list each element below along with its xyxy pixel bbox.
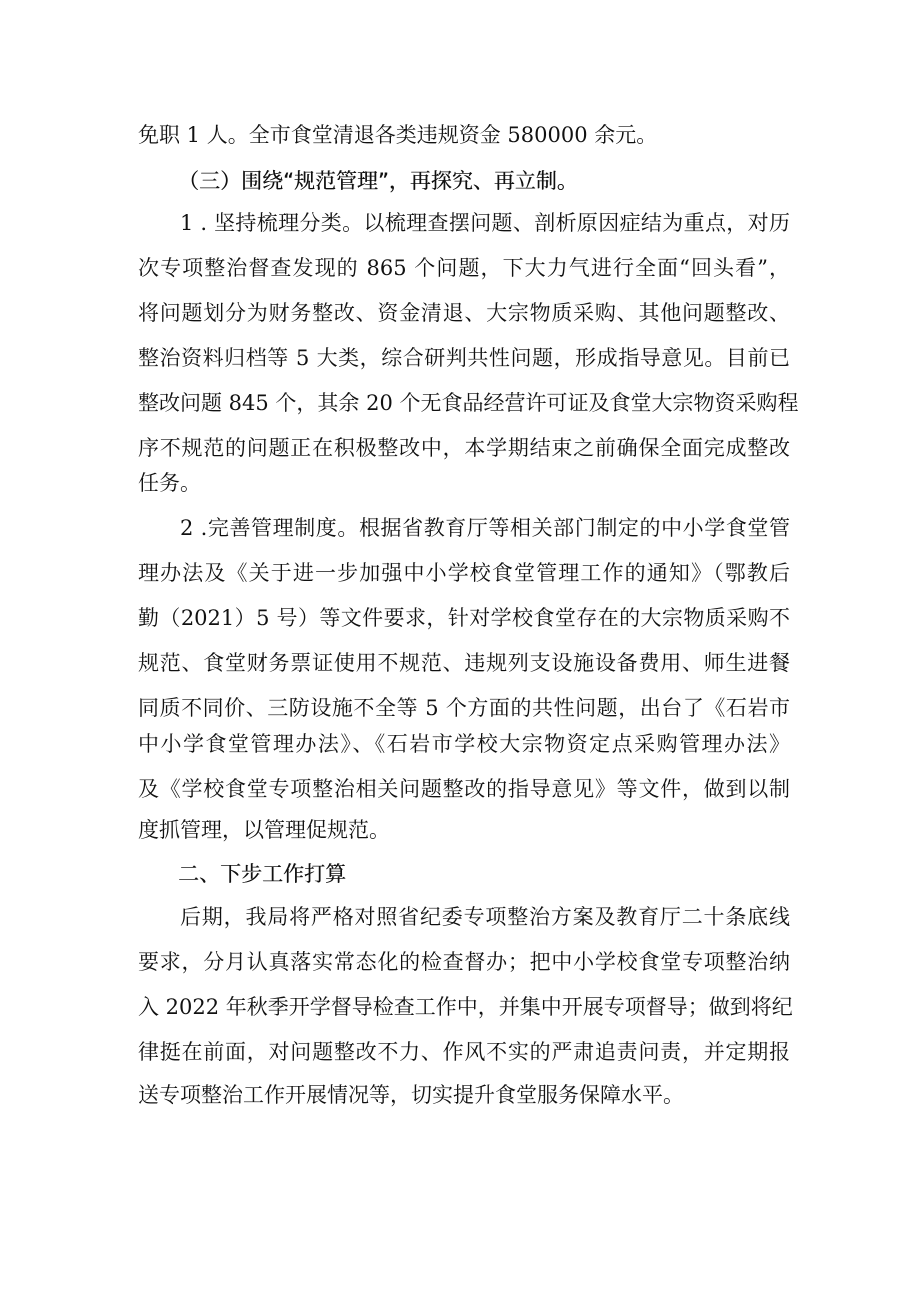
next-steps-line: 送专项整治工作开展情况等，切实提升食堂服务保障水平。 [138, 1083, 684, 1107]
next-steps-line: 后期，我局将严格对照省纪委专项整治方案及教育厅二十条底线 [180, 905, 790, 929]
item2-line: 中小学食堂管理办法》、《石岩市学校大宗物资定点采购管理办法》 [138, 732, 790, 756]
item2-line: 2 .完善管理制度。根据省教育厅等相关部门制定的中小学食堂管 [180, 516, 790, 540]
item2-line: 理办法及《关于进一步加强中小学校食堂管理工作的通知》（鄂教后 [138, 561, 790, 585]
intro-line: 免职 1 人。全市食堂清退各类违规资金 580000 余元。 [138, 123, 658, 147]
item2-line: 勤（2021）5 号）等文件要求，针对学校食堂存在的大宗物质采购不 [138, 606, 790, 630]
item1-line: 整治资料归档等 5 大类，综合研判共性问题，形成指导意见。目前已 [138, 346, 790, 370]
item2-line: 规范、食堂财务票证使用不规范、违规列支设施设备费用、师生进餐 [138, 651, 790, 675]
item1-line: 整改问题 845 个，其余 20 个无食品经营许可证及食堂大宗物资采购程 [138, 391, 799, 415]
item2-line: 及《学校食堂专项整治相关问题整改的指导意见》等文件，做到以制 [138, 777, 790, 801]
next-steps-line: 入 2022 年秋季开学督导检查工作中，并集中开展专项督导；做到将纪 [138, 995, 793, 1019]
next-steps-line: 律挺在前面，对问题整改不力、作风不实的严肃追责问责，并定期报 [138, 1040, 790, 1064]
subheading-standardized-management: （三）围绕“规范管理”，再探究、再立制。 [178, 169, 578, 193]
item1-line: 将问题划分为财务整改、资金清退、大宗物质采购、其他问题整改、 [138, 301, 790, 325]
item2-line: 度抓管理，以管理促规范。 [138, 818, 390, 842]
item1-line: 序不规范的问题正在积极整改中，本学期结束之前确保全面完成整改 [138, 436, 790, 460]
item2-line: 同质不同价、三防设施不全等 5 个方面的共性问题，出台了《石岩市 [138, 696, 790, 720]
item1-line: 次专项整治督查发现的 865 个问题，下大力气进行全面“回头看”， [138, 256, 790, 280]
item1-line: 任务。 [138, 471, 201, 495]
item1-line: 1 . 坚持梳理分类。以梳理查摆问题、剖析原因症结为重点，对历 [180, 211, 790, 235]
next-steps-line: 要求，分月认真落实常态化的检查督办；把中小学校食堂专项整治纳 [138, 950, 790, 974]
section-heading-next-steps: 二、下步工作打算 [178, 862, 346, 886]
